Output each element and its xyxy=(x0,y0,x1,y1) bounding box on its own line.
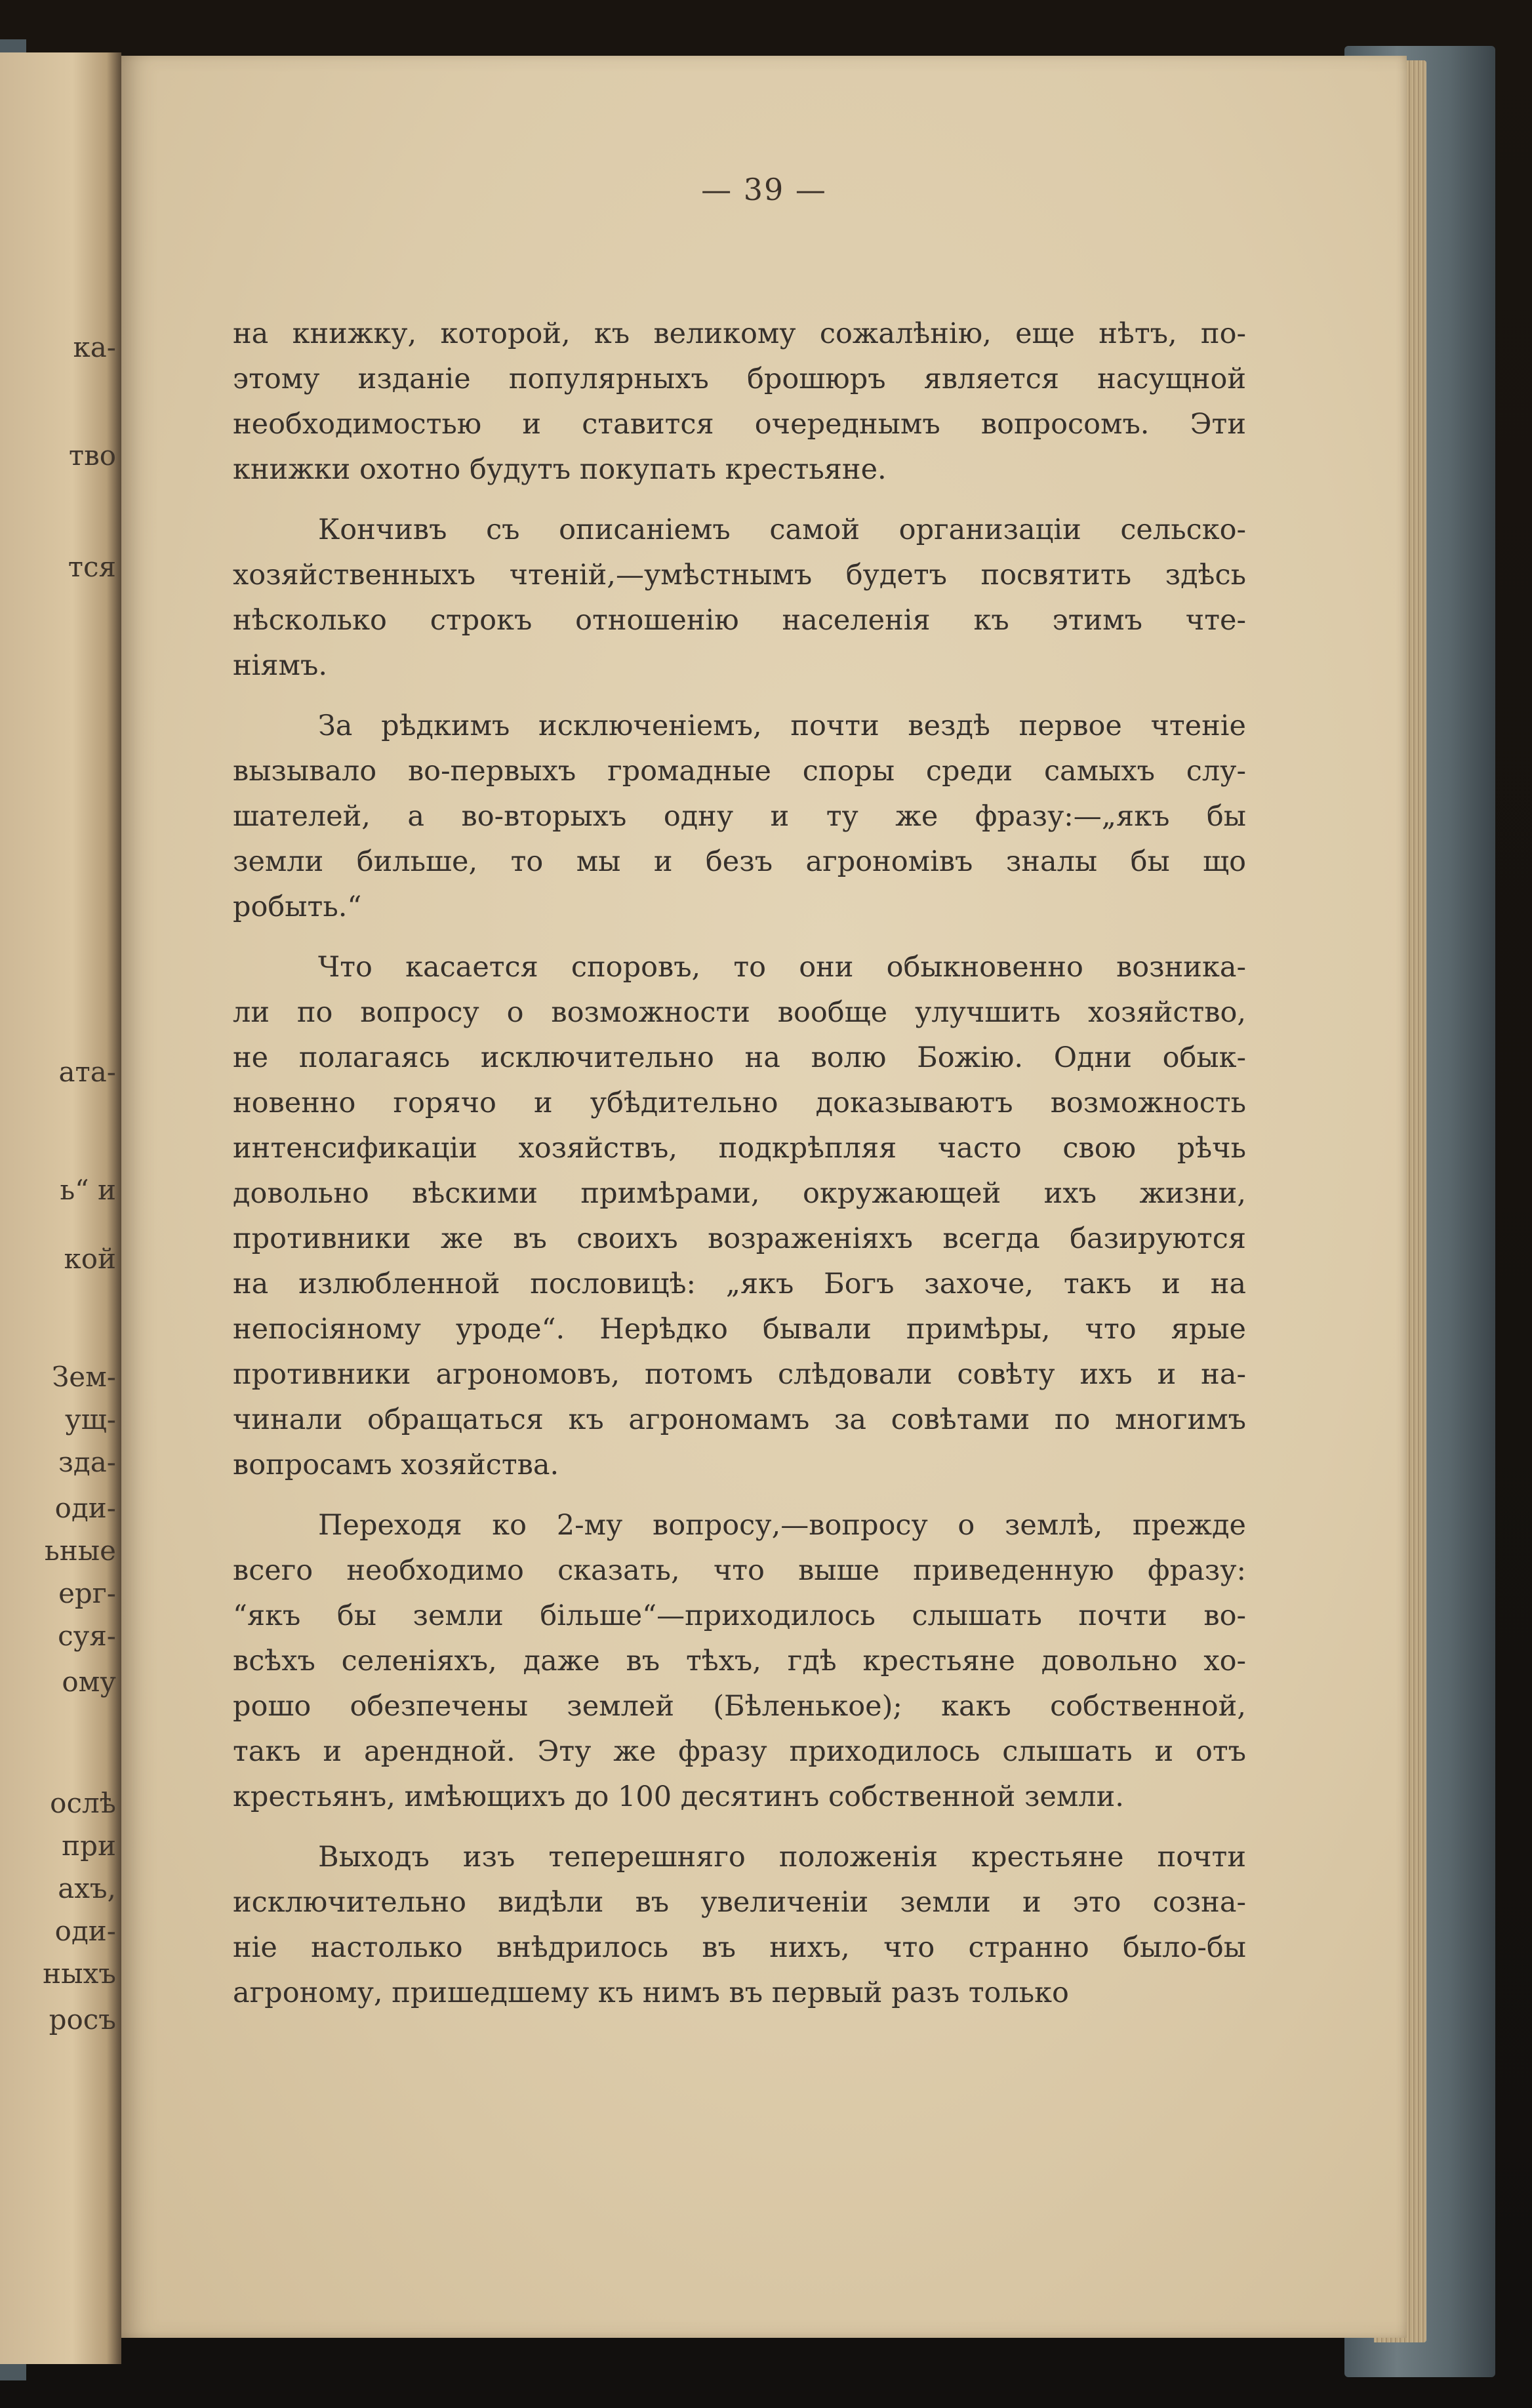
left-page-fragment: ь“ и xyxy=(60,1174,116,1206)
text-line: новенно горячо и убѣдительно доказываютъ возможность xyxy=(233,1087,1246,1119)
left-page-fragment: ослѣ xyxy=(50,1787,116,1819)
text-line: этому изданіе популярныхъ брошюръ является насущной xyxy=(233,363,1246,395)
text-line: вызывало во-первыхъ громадные споры среди самыхъ слу- xyxy=(233,755,1246,788)
text-line: агроному, пришедшему къ нимъ въ первый разъ только xyxy=(233,1977,1069,2009)
text-line: “якъ бы земли більше“—приходилось слышать почти во- xyxy=(233,1599,1246,1632)
paragraph xyxy=(233,311,1246,492)
text-line: рошо обезпечены землей (Бѣленькое); какъ собственной, xyxy=(233,1690,1246,1723)
left-page-fragment: при xyxy=(62,1830,116,1862)
left-page-fragment: ущ- xyxy=(65,1403,116,1435)
paragraph xyxy=(233,704,1246,930)
text-line: За рѣдкимъ исключеніемъ, почти вездѣ первое чтеніе xyxy=(318,710,1246,742)
left-page-fragment: ка- xyxy=(73,331,116,363)
text-line: противники агрономовъ, потомъ слѣдовали совѣту ихъ и на- xyxy=(233,1358,1246,1391)
text-line: на излюбленной пословицѣ: „якъ Богъ захоче, такъ и на xyxy=(233,1268,1246,1300)
paragraph xyxy=(233,508,1246,689)
left-page-fragment: ахъ, xyxy=(58,1872,116,1904)
text-line: на книжку, которой, къ великому сожалѣнію, еще нѣтъ, по- xyxy=(233,317,1246,350)
text-line: необходимостью и ставится очереднымъ вопросомъ. Эти xyxy=(233,408,1246,441)
left-page-fragment: росъ xyxy=(49,2003,116,2036)
text-line: ніямъ. xyxy=(233,649,328,682)
text-line: Переходя ко 2-му вопросу,—вопросу о землѣ, прежде xyxy=(318,1509,1246,1542)
page-text xyxy=(233,311,1246,2031)
text-line: хозяйственныхъ чтеній,—умѣстнымъ будетъ посвятить здѣсь xyxy=(233,559,1246,592)
text-line: чинали обращаться къ агрономамъ за совѣтами по многимъ xyxy=(233,1403,1246,1436)
left-page-fragment: ому xyxy=(62,1666,116,1698)
text-line: довольно вѣскими примѣрами, окружающей ихъ жизни, xyxy=(233,1177,1246,1210)
page-number: — 39 — xyxy=(701,172,827,207)
paragraph xyxy=(233,1503,1246,1820)
text-line: Кончивъ съ описаніемъ самой организаціи сельско- xyxy=(318,513,1246,546)
left-page-fragment: тво xyxy=(68,439,116,472)
left-page-fragment: Зем- xyxy=(52,1361,116,1393)
left-page-fragment: оди- xyxy=(54,1915,116,1947)
text-line: интенсификаціи хозяйствъ, подкрѣпляя часто свою рѣчь xyxy=(233,1132,1246,1165)
text-line: такъ и арендной. Эту же фразу приходилось слышать и отъ xyxy=(233,1735,1246,1768)
text-line: всего необходимо сказать, что выше приведенную фразу: xyxy=(233,1554,1246,1587)
left-page-fragment: ата- xyxy=(58,1056,116,1088)
text-line: робыть.“ xyxy=(233,891,362,923)
text-line: шателей, а во-вторыхъ одну и ту же фразу:—„якъ бы xyxy=(233,800,1246,833)
left-page-fragment: кой xyxy=(64,1243,116,1275)
text-line: ніе настолько внѣдрилось въ нихъ, что странно было-бы xyxy=(233,1931,1246,1964)
text-line: не полагаясь исключительно на волю Божію. Одни обык- xyxy=(233,1041,1246,1074)
text-line: Что касается споровъ, то они обыкновенно возника- xyxy=(318,951,1246,984)
paragraph xyxy=(233,945,1246,1488)
text-line: книжки охотно будутъ покупать крестьяне. xyxy=(233,453,887,486)
text-line: ли по вопросу о возможности вообще улучшить хозяйство, xyxy=(233,996,1246,1029)
left-page-fragment: тся xyxy=(68,551,116,583)
text-line: исключительно видѣли въ увеличеніи земли и это созна- xyxy=(233,1886,1246,1919)
text-line: нѣсколько строкъ отношенію населенія къ этимъ чте- xyxy=(233,604,1246,637)
text-line: противники же въ своихъ возраженіяхъ всегда базируются xyxy=(233,1222,1246,1255)
text-line: крестьянъ, имѣющихъ до 100 десятинъ собственной земли. xyxy=(233,1780,1124,1813)
left-page-fragment: оди- xyxy=(54,1492,116,1524)
text-line: всѣхъ селеніяхъ, даже въ тѣхъ, гдѣ крестьяне довольно хо- xyxy=(233,1645,1246,1677)
text-line: непосіяному уроде“. Нерѣдко бывали примѣры, что ярые xyxy=(233,1313,1246,1346)
left-page-fragment: зда- xyxy=(58,1446,116,1478)
left-page-fragment: суя- xyxy=(58,1620,116,1652)
text-line: земли бильше, то мы и безъ агрономівъ зналы бы що xyxy=(233,845,1246,878)
paragraph xyxy=(233,1835,1246,2016)
text-line: Выходъ изъ теперешняго положенія крестьяне почти xyxy=(318,1841,1246,1874)
left-page-fragment: ныхъ xyxy=(43,1957,116,1990)
left-page-fragment: ерг- xyxy=(58,1577,116,1609)
left-page-text-fragments xyxy=(0,0,121,2408)
text-line: вопросамъ хозяйства. xyxy=(233,1449,559,1481)
left-page-fragment: ьные xyxy=(44,1535,116,1567)
